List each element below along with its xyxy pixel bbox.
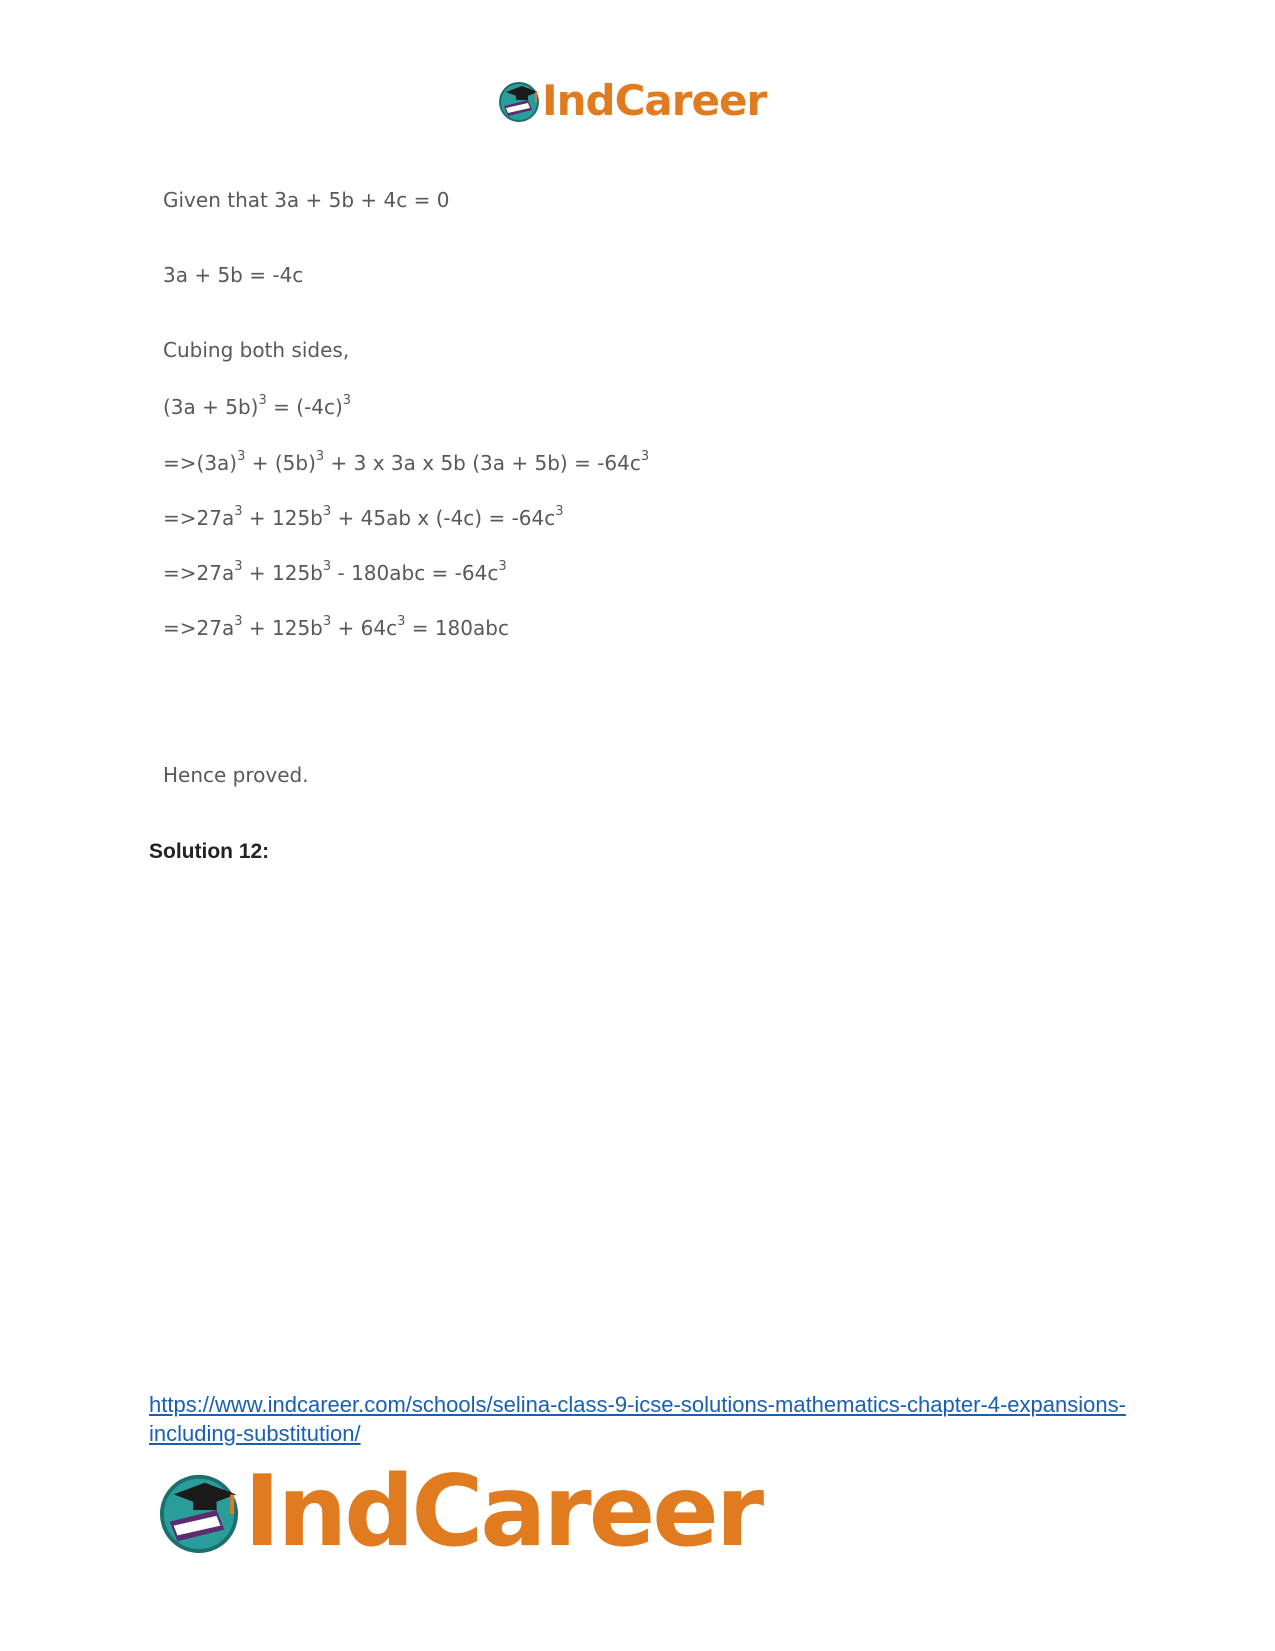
solution-heading: Solution 12: <box>149 840 270 863</box>
logo-wordmark: IndCareer <box>542 76 767 125</box>
math-line: Cubing both sides, <box>163 338 350 362</box>
math-line: 3a + 5b = -4c <box>163 263 304 287</box>
header-logo <box>498 76 767 125</box>
graduation-cap-book-icon <box>158 1471 240 1553</box>
footer-logo <box>158 1455 762 1569</box>
graduation-cap-book-icon <box>498 80 540 122</box>
math-line: $=>(3a)^3 + (5b)^3 + 3$ x 3a x 5b $(3a + 5b) = -64c^3$ <box>163 449 650 475</box>
conclusion-text: Hence proved. <box>163 763 309 787</box>
math-line: Given that 3a + 5b + 4c = 0 <box>163 188 450 212</box>
math-line: $(3a + 5b)^3 = (-4c)^3$ <box>163 393 352 419</box>
logo-wordmark: IndCareer <box>244 1455 762 1569</box>
math-line: $=>27a^3 + 125b^3 + 45ab$ x $(-4c) = -64c^3$ <box>163 504 564 530</box>
math-line: $=>27a^3 + 125b^3 + 64c^3 = 180abc$ <box>163 614 509 640</box>
source-url-link[interactable]: https://www.indcareer.com/schools/selina-class-9-icse-solutions-mathematics-chapter-4-expansions-including-substitution/ <box>149 1392 1126 1446</box>
math-line: $=>27a^3 + 125b^3 - 180abc = -64c^3$ <box>163 559 507 585</box>
